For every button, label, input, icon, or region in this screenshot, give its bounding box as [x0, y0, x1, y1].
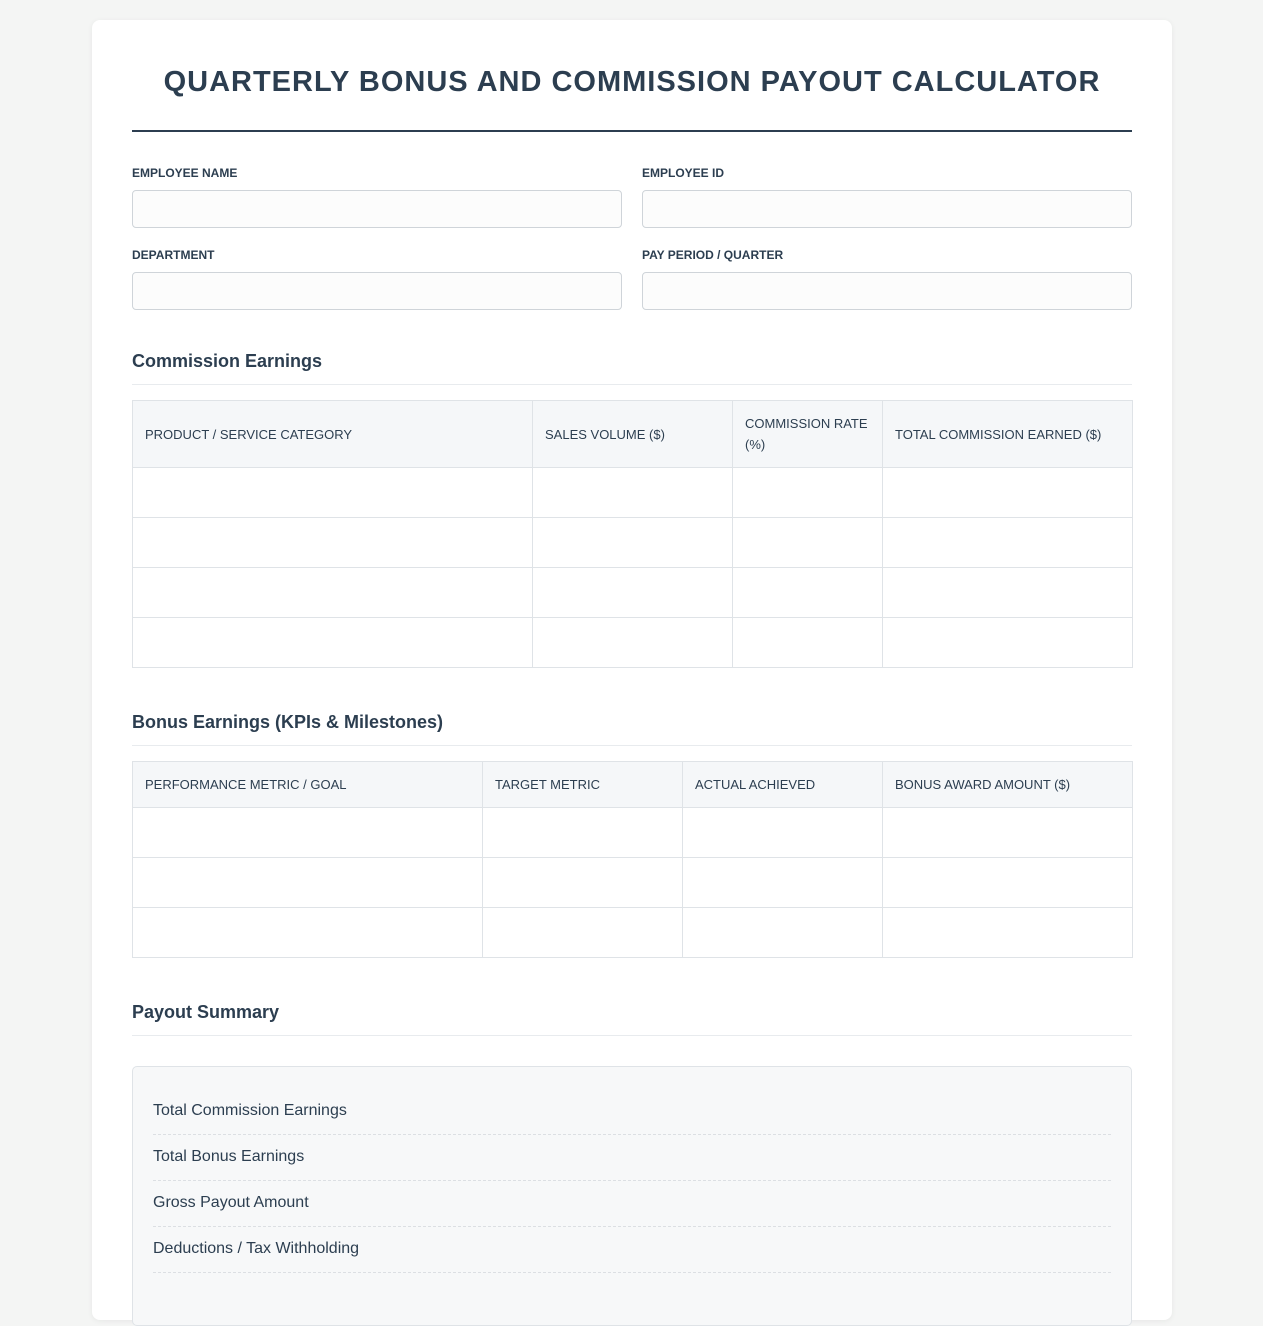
table-cell[interactable]: [883, 568, 1133, 618]
table-cell[interactable]: [533, 518, 733, 568]
commission-table: [132, 400, 1133, 668]
bonus-section: [132, 710, 1132, 958]
table-row: [133, 518, 1133, 568]
table-cell[interactable]: [733, 618, 883, 668]
table-cell[interactable]: [883, 618, 1133, 668]
table-cell[interactable]: [683, 858, 883, 908]
summary-deductions: Deductions / Tax Withholding: [153, 1227, 1111, 1273]
employee-name-field-group: [132, 165, 622, 247]
employee-id-label: EMPLOYEE ID: [642, 166, 725, 180]
commission-section: [132, 349, 1132, 668]
table-row: [133, 908, 1133, 958]
table-row: [133, 858, 1133, 908]
table-cell[interactable]: [133, 858, 483, 908]
commission-section-title: Commission Earnings: [132, 351, 323, 371]
table-cell[interactable]: [133, 808, 483, 858]
column-header-sales-volume: SALES VOLUME ($): [533, 401, 733, 468]
table-cell[interactable]: [883, 858, 1133, 908]
bonus-header-row: [133, 762, 1133, 808]
commission-header-row: [133, 401, 1133, 468]
table-cell[interactable]: [883, 808, 1133, 858]
table-cell[interactable]: [683, 908, 883, 958]
table-row: [133, 618, 1133, 668]
table-cell[interactable]: [533, 618, 733, 668]
calculator-card: [92, 20, 1172, 1320]
pay-period-input[interactable]: [642, 272, 1132, 310]
column-header-commission-rate: COMMISSION RATE (%): [733, 401, 883, 468]
pay-period-label: PAY PERIOD / QUARTER: [642, 248, 784, 262]
table-cell[interactable]: [133, 618, 533, 668]
bonus-table: [132, 761, 1133, 958]
payout-summary-divider: [132, 1035, 1132, 1036]
table-cell[interactable]: [533, 568, 733, 618]
bonus-section-divider: [132, 745, 1132, 746]
employee-name-input[interactable]: [132, 190, 622, 228]
column-header-actual-achieved: ACTUAL ACHIEVED: [683, 762, 883, 808]
bonus-section-title: Bonus Earnings (KPIs & Milestones): [132, 712, 444, 732]
column-header-product-category: PRODUCT / SERVICE CATEGORY: [133, 401, 533, 468]
table-row: [133, 808, 1133, 858]
payout-summary-box: [132, 1066, 1132, 1326]
column-header-total-commission: TOTAL COMMISSION EARNED ($): [883, 401, 1133, 468]
summary-total-bonus: Total Bonus Earnings: [153, 1135, 1111, 1181]
column-header-bonus-award: BONUS AWARD AMOUNT ($): [883, 762, 1133, 808]
employee-info-fields: [132, 165, 1132, 329]
title-divider: [132, 130, 1132, 132]
table-cell[interactable]: [683, 808, 883, 858]
pay-period-field-group: [642, 247, 1132, 329]
employee-id-field-group: [642, 165, 1132, 247]
department-label: DEPARTMENT: [132, 248, 215, 262]
table-row: [133, 568, 1133, 618]
column-header-target-metric: TARGET METRIC: [483, 762, 683, 808]
table-cell[interactable]: [483, 908, 683, 958]
table-row: [133, 468, 1133, 518]
summary-total-commission: Total Commission Earnings: [153, 1089, 1111, 1135]
table-cell[interactable]: [733, 468, 883, 518]
table-cell[interactable]: [883, 468, 1133, 518]
table-cell[interactable]: [483, 858, 683, 908]
column-header-performance-metric: PERFORMANCE METRIC / GOAL: [133, 762, 483, 808]
table-cell[interactable]: [883, 518, 1133, 568]
payout-summary-title: Payout Summary: [132, 1002, 280, 1022]
commission-section-divider: [132, 384, 1132, 385]
table-cell[interactable]: [533, 468, 733, 518]
table-cell[interactable]: [883, 908, 1133, 958]
employee-name-label: EMPLOYEE NAME: [132, 166, 238, 180]
table-cell[interactable]: [133, 908, 483, 958]
table-cell[interactable]: [133, 468, 533, 518]
table-cell[interactable]: [483, 808, 683, 858]
department-field-group: [132, 247, 622, 329]
table-cell[interactable]: [733, 518, 883, 568]
summary-gross-payout: Gross Payout Amount: [153, 1181, 1111, 1227]
payout-summary-section: [132, 1000, 1132, 1326]
table-cell[interactable]: [133, 568, 533, 618]
page-title: QUARTERLY BONUS AND COMMISSION PAYOUT CALCULATOR: [163, 66, 1101, 98]
table-cell[interactable]: [733, 568, 883, 618]
department-input[interactable]: [132, 272, 622, 310]
table-cell[interactable]: [133, 518, 533, 568]
employee-id-input[interactable]: [642, 190, 1132, 228]
